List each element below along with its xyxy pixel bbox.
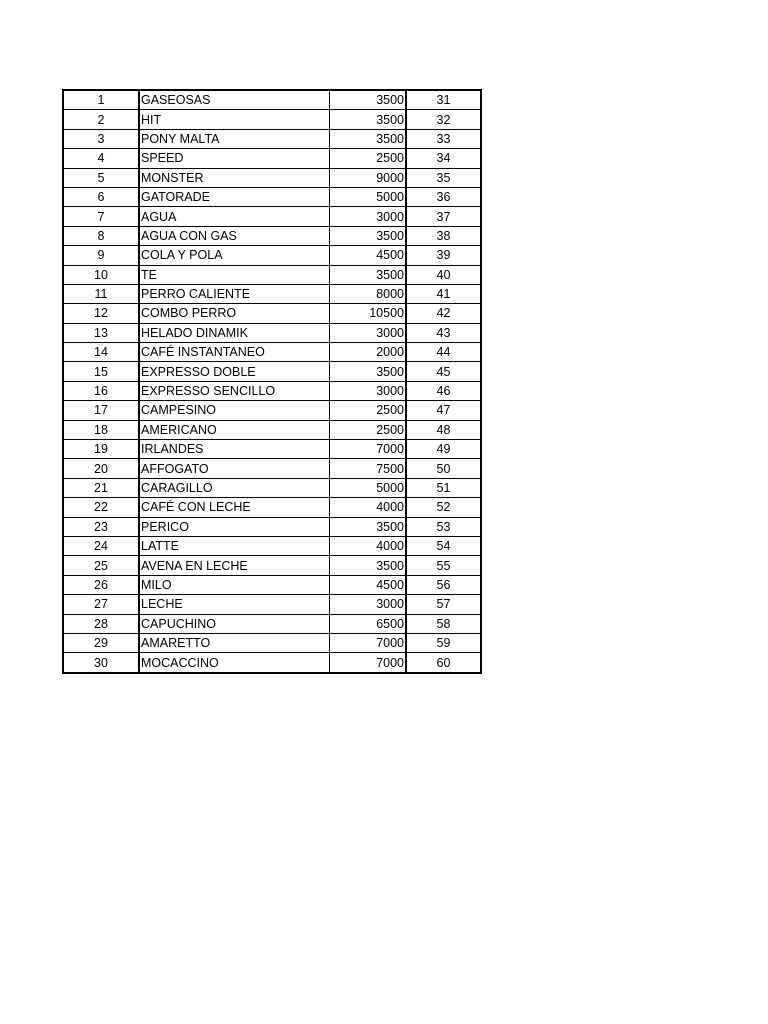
table-row [63, 149, 481, 168]
product-name-cell: HIT [139, 110, 330, 129]
price-cell: 3500 [330, 129, 407, 148]
table-row [63, 575, 481, 594]
secondary-number-cell: 49 [406, 440, 481, 459]
secondary-number-cell: 54 [406, 536, 481, 555]
row-number-cell: 28 [63, 614, 139, 633]
price-cell: 3500 [330, 556, 407, 575]
secondary-number-cell: 55 [406, 556, 481, 575]
product-name-cell: MONSTER [139, 168, 330, 187]
price-cell: 4000 [330, 498, 407, 517]
table-row [63, 226, 481, 245]
price-cell: 3500 [330, 362, 407, 381]
row-number-cell: 15 [63, 362, 139, 381]
secondary-number-cell: 37 [406, 207, 481, 226]
secondary-number-cell: 34 [406, 149, 481, 168]
product-name-cell: MOCACCINO [139, 653, 330, 673]
secondary-number-cell: 58 [406, 614, 481, 633]
row-number-cell: 6 [63, 187, 139, 206]
product-name-cell: EXPRESSO DOBLE [139, 362, 330, 381]
secondary-number-cell: 35 [406, 168, 481, 187]
price-cell: 8000 [330, 284, 407, 303]
price-cell: 10500 [330, 304, 407, 323]
price-cell: 3500 [330, 265, 407, 284]
row-number-cell: 4 [63, 149, 139, 168]
table-row [63, 323, 481, 342]
row-number-cell: 30 [63, 653, 139, 673]
product-name-cell: MILO [139, 575, 330, 594]
product-name-cell: GASEOSAS [139, 90, 330, 110]
row-number-cell: 9 [63, 246, 139, 265]
price-cell: 4500 [330, 575, 407, 594]
secondary-number-cell: 33 [406, 129, 481, 148]
product-name-cell: AFFOGATO [139, 459, 330, 478]
row-number-cell: 13 [63, 323, 139, 342]
row-number-cell: 19 [63, 440, 139, 459]
table-row [63, 653, 481, 673]
price-table [62, 89, 482, 674]
price-cell: 2000 [330, 343, 407, 362]
row-number-cell: 27 [63, 595, 139, 614]
product-name-cell: AMERICANO [139, 420, 330, 439]
table-row [63, 459, 481, 478]
row-number-cell: 17 [63, 401, 139, 420]
row-number-cell: 7 [63, 207, 139, 226]
table-row [63, 556, 481, 575]
row-number-cell: 8 [63, 226, 139, 245]
price-cell: 6500 [330, 614, 407, 633]
secondary-number-cell: 57 [406, 595, 481, 614]
price-cell: 3500 [330, 90, 407, 110]
secondary-number-cell: 47 [406, 401, 481, 420]
row-number-cell: 3 [63, 129, 139, 148]
table-row [63, 304, 481, 323]
product-name-cell: PONY MALTA [139, 129, 330, 148]
price-cell: 3500 [330, 226, 407, 245]
table-row [63, 265, 481, 284]
row-number-cell: 18 [63, 420, 139, 439]
table-row [63, 168, 481, 187]
table-row [63, 90, 481, 110]
row-number-cell: 25 [63, 556, 139, 575]
price-table-body [63, 90, 481, 673]
price-cell: 3000 [330, 595, 407, 614]
price-cell: 3500 [330, 110, 407, 129]
product-name-cell: AMARETTO [139, 633, 330, 652]
secondary-number-cell: 45 [406, 362, 481, 381]
price-cell: 3000 [330, 323, 407, 342]
product-name-cell: GATORADE [139, 187, 330, 206]
secondary-number-cell: 42 [406, 304, 481, 323]
table-row [63, 517, 481, 536]
product-name-cell: SPEED [139, 149, 330, 168]
row-number-cell: 2 [63, 110, 139, 129]
table-row [63, 478, 481, 497]
product-name-cell: CAMPESINO [139, 401, 330, 420]
row-number-cell: 10 [63, 265, 139, 284]
secondary-number-cell: 52 [406, 498, 481, 517]
row-number-cell: 22 [63, 498, 139, 517]
product-name-cell: AGUA CON GAS [139, 226, 330, 245]
table-row [63, 614, 481, 633]
product-name-cell: COLA Y POLA [139, 246, 330, 265]
product-name-cell: PERRO CALIENTE [139, 284, 330, 303]
product-name-cell: IRLANDES [139, 440, 330, 459]
row-number-cell: 11 [63, 284, 139, 303]
row-number-cell: 16 [63, 381, 139, 400]
row-number-cell: 24 [63, 536, 139, 555]
price-cell: 3500 [330, 517, 407, 536]
secondary-number-cell: 41 [406, 284, 481, 303]
product-name-cell: COMBO PERRO [139, 304, 330, 323]
secondary-number-cell: 43 [406, 323, 481, 342]
row-number-cell: 29 [63, 633, 139, 652]
secondary-number-cell: 40 [406, 265, 481, 284]
product-name-cell: TE [139, 265, 330, 284]
secondary-number-cell: 53 [406, 517, 481, 536]
secondary-number-cell: 32 [406, 110, 481, 129]
product-name-cell: CAFÉ INSTANTANEO [139, 343, 330, 362]
row-number-cell: 1 [63, 90, 139, 110]
table-row [63, 536, 481, 555]
secondary-number-cell: 56 [406, 575, 481, 594]
table-row [63, 498, 481, 517]
table-row [63, 110, 481, 129]
price-cell: 7000 [330, 633, 407, 652]
secondary-number-cell: 51 [406, 478, 481, 497]
price-cell: 9000 [330, 168, 407, 187]
table-row [63, 246, 481, 265]
product-name-cell: LATTE [139, 536, 330, 555]
table-row [63, 284, 481, 303]
price-cell: 4500 [330, 246, 407, 265]
price-cell: 3000 [330, 381, 407, 400]
row-number-cell: 21 [63, 478, 139, 497]
secondary-number-cell: 39 [406, 246, 481, 265]
table-row [63, 633, 481, 652]
price-cell: 4000 [330, 536, 407, 555]
row-number-cell: 23 [63, 517, 139, 536]
secondary-number-cell: 59 [406, 633, 481, 652]
secondary-number-cell: 31 [406, 90, 481, 110]
table-row [63, 187, 481, 206]
secondary-number-cell: 38 [406, 226, 481, 245]
secondary-number-cell: 44 [406, 343, 481, 362]
product-name-cell: EXPRESSO SENCILLO [139, 381, 330, 400]
price-cell: 7500 [330, 459, 407, 478]
product-name-cell: LECHE [139, 595, 330, 614]
price-cell: 7000 [330, 653, 407, 673]
secondary-number-cell: 50 [406, 459, 481, 478]
product-name-cell: PERICO [139, 517, 330, 536]
table-row [63, 420, 481, 439]
secondary-number-cell: 48 [406, 420, 481, 439]
table-row [63, 595, 481, 614]
price-cell: 2500 [330, 149, 407, 168]
row-number-cell: 12 [63, 304, 139, 323]
table-row [63, 362, 481, 381]
price-cell: 3000 [330, 207, 407, 226]
product-name-cell: AVENA EN LECHE [139, 556, 330, 575]
price-cell: 2500 [330, 420, 407, 439]
table-row [63, 129, 481, 148]
table-row [63, 381, 481, 400]
row-number-cell: 5 [63, 168, 139, 187]
table-row [63, 401, 481, 420]
price-cell: 2500 [330, 401, 407, 420]
price-cell: 5000 [330, 478, 407, 497]
product-name-cell: CAFÉ CON LECHE [139, 498, 330, 517]
price-cell: 5000 [330, 187, 407, 206]
table-row [63, 343, 481, 362]
product-name-cell: CAPUCHINO [139, 614, 330, 633]
row-number-cell: 14 [63, 343, 139, 362]
secondary-number-cell: 46 [406, 381, 481, 400]
row-number-cell: 26 [63, 575, 139, 594]
price-cell: 7000 [330, 440, 407, 459]
table-row [63, 440, 481, 459]
row-number-cell: 20 [63, 459, 139, 478]
product-name-cell: HELADO DINAMIK [139, 323, 330, 342]
product-name-cell: AGUA [139, 207, 330, 226]
product-name-cell: CARAGILLO [139, 478, 330, 497]
secondary-number-cell: 36 [406, 187, 481, 206]
secondary-number-cell: 60 [406, 653, 481, 673]
table-row [63, 207, 481, 226]
